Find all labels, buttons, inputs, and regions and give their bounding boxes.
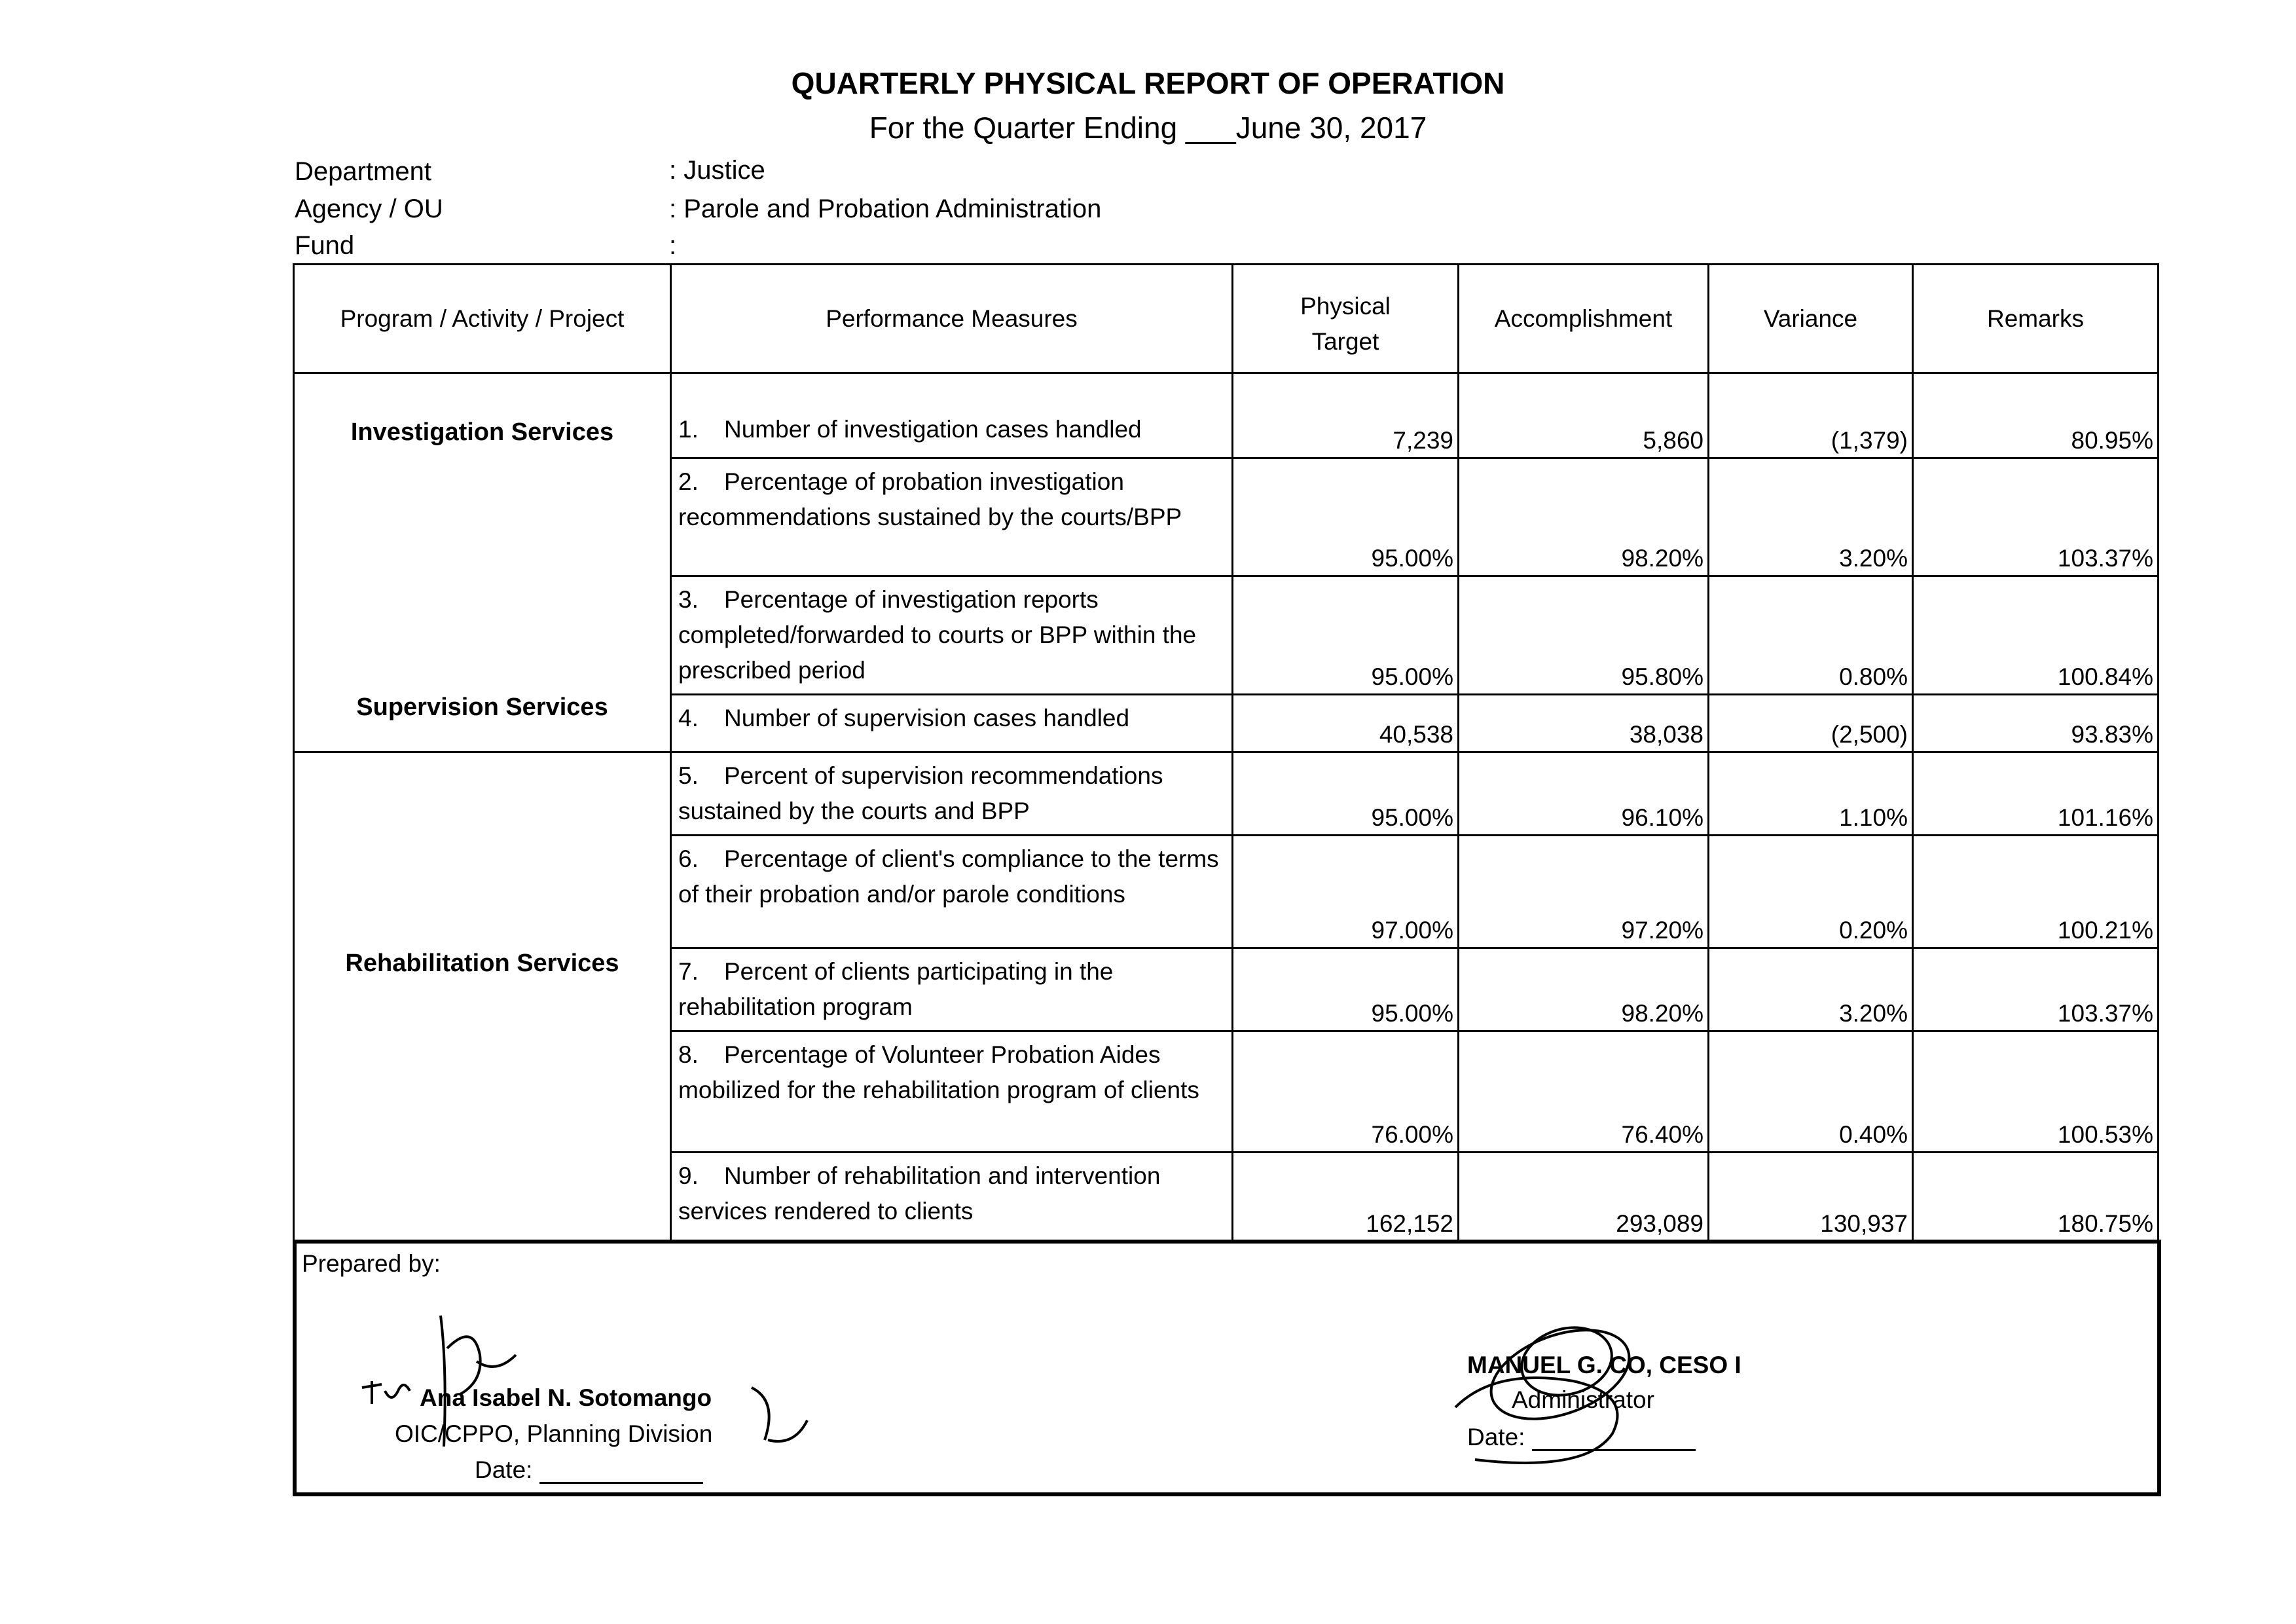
fund-label: Fund bbox=[295, 231, 355, 260]
variance-cell: (2,500) bbox=[1709, 695, 1913, 752]
program-supervision-services: Supervision Services bbox=[356, 693, 608, 721]
remarks-cell: 180.75% bbox=[1913, 1153, 2159, 1242]
variance-cell: 0.20% bbox=[1709, 836, 1913, 948]
remarks-cell: 101.16% bbox=[1913, 752, 2159, 836]
target-cell: 40,538 bbox=[1233, 695, 1459, 752]
target-cell: 95.00% bbox=[1233, 752, 1459, 836]
fund-value: : bbox=[669, 231, 677, 260]
measure-cell: 8. Percentage of Volunteer Probation Aides mobilized for the rehabilitation program of clients bbox=[671, 1031, 1233, 1153]
agency-value: : Parole and Probation Administration bbox=[669, 194, 1102, 223]
target-cell: 95.00% bbox=[1233, 948, 1459, 1031]
preparer-title: OIC/CPPO, Planning Division bbox=[395, 1420, 713, 1447]
measure-cell: 3. Percentage of investigation reports completed/forwarded to courts or BPP within the prescribed period bbox=[671, 576, 1233, 695]
signature-box bbox=[293, 1240, 2161, 1496]
department-value: : Justice bbox=[669, 156, 765, 185]
variance-cell: (1,379) bbox=[1709, 373, 1913, 458]
accomplishment-cell: 96.10% bbox=[1459, 752, 1709, 836]
measure-cell: 4. Number of supervision cases handled bbox=[671, 695, 1233, 752]
col-program: Program / Activity / Project bbox=[294, 265, 671, 373]
measure-cell: 5. Percent of supervision recommendations sustained by the courts and BPP bbox=[671, 752, 1233, 836]
variance-cell: 1.10% bbox=[1709, 752, 1913, 836]
measure-cell: 7. Percent of clients participating in the rehabilitation program bbox=[671, 948, 1233, 1031]
measure-cell: 2. Percentage of probation investigation recommendations sustained by the courts/BPP bbox=[671, 458, 1233, 576]
target-cell: 76.00% bbox=[1233, 1031, 1459, 1153]
program-cell-investigation bbox=[294, 373, 671, 752]
accomplishment-cell: 95.80% bbox=[1459, 576, 1709, 695]
col-performance-measures: Performance Measures bbox=[671, 265, 1233, 373]
department-label: Department bbox=[295, 157, 431, 186]
remarks-cell: 100.84% bbox=[1913, 576, 2159, 695]
target-cell: 95.00% bbox=[1233, 458, 1459, 576]
measure-cell: 1. Number of investigation cases handled bbox=[671, 373, 1233, 458]
remarks-cell: 100.53% bbox=[1913, 1031, 2159, 1153]
report-title: QUARTERLY PHYSICAL REPORT OF OPERATION bbox=[791, 66, 1505, 100]
accomplishment-cell: 98.20% bbox=[1459, 948, 1709, 1031]
approver-date: Date: bbox=[1467, 1424, 1696, 1451]
remarks-cell: 80.95% bbox=[1913, 373, 2159, 458]
program-cell-rehabilitation bbox=[294, 752, 671, 1242]
program-investigation-services: Investigation Services bbox=[350, 418, 614, 446]
table-row bbox=[294, 752, 2159, 836]
accomplishment-cell: 5,860 bbox=[1459, 373, 1709, 458]
remarks-cell: 103.37% bbox=[1913, 948, 2159, 1031]
target-cell: 162,152 bbox=[1233, 1153, 1459, 1242]
col-accomplishment: Accomplishment bbox=[1459, 265, 1709, 373]
target-cell: 95.00% bbox=[1233, 576, 1459, 695]
report-subtitle: For the Quarter Ending ___June 30, 2017 bbox=[869, 111, 1427, 145]
accomplishment-cell: 97.20% bbox=[1459, 836, 1709, 948]
preparer-name: Ana Isabel N. Sotomango bbox=[420, 1384, 712, 1411]
col-variance: Variance bbox=[1709, 265, 1913, 373]
accomplishment-cell: 38,038 bbox=[1459, 695, 1709, 752]
col-physical-target: Physical Target bbox=[1233, 265, 1459, 373]
table-row bbox=[294, 373, 2159, 458]
variance-cell: 3.20% bbox=[1709, 948, 1913, 1031]
measure-cell: 9. Number of rehabilitation and intervention services rendered to clients bbox=[671, 1153, 1233, 1242]
remarks-cell: 100.21% bbox=[1913, 836, 2159, 948]
variance-cell: 130,937 bbox=[1709, 1153, 1913, 1242]
accomplishment-cell: 98.20% bbox=[1459, 458, 1709, 576]
agency-label: Agency / OU bbox=[295, 194, 443, 223]
preparer-date: Date: bbox=[475, 1456, 703, 1484]
variance-cell: 0.40% bbox=[1709, 1031, 1913, 1153]
col-remarks: Remarks bbox=[1913, 265, 2159, 373]
approver-name: MANUEL G. CO, CESO I bbox=[1467, 1352, 1741, 1378]
target-cell: 7,239 bbox=[1233, 373, 1459, 458]
approver-title: Administrator bbox=[1512, 1386, 1654, 1413]
accomplishment-cell: 293,089 bbox=[1459, 1153, 1709, 1242]
remarks-cell: 103.37% bbox=[1913, 458, 2159, 576]
variance-cell: 0.80% bbox=[1709, 576, 1913, 695]
measure-cell: 6. Percentage of client's compliance to the terms of their probation and/or parole conditions bbox=[671, 836, 1233, 948]
prepared-by-label: Prepared by: bbox=[302, 1250, 441, 1277]
variance-cell: 3.20% bbox=[1709, 458, 1913, 576]
remarks-cell: 93.83% bbox=[1913, 695, 2159, 752]
target-cell: 97.00% bbox=[1233, 836, 1459, 948]
table-header-row bbox=[294, 265, 2159, 373]
report-table bbox=[293, 263, 2159, 1242]
accomplishment-cell: 76.40% bbox=[1459, 1031, 1709, 1153]
program-rehabilitation-services: Rehabilitation Services bbox=[345, 950, 619, 977]
